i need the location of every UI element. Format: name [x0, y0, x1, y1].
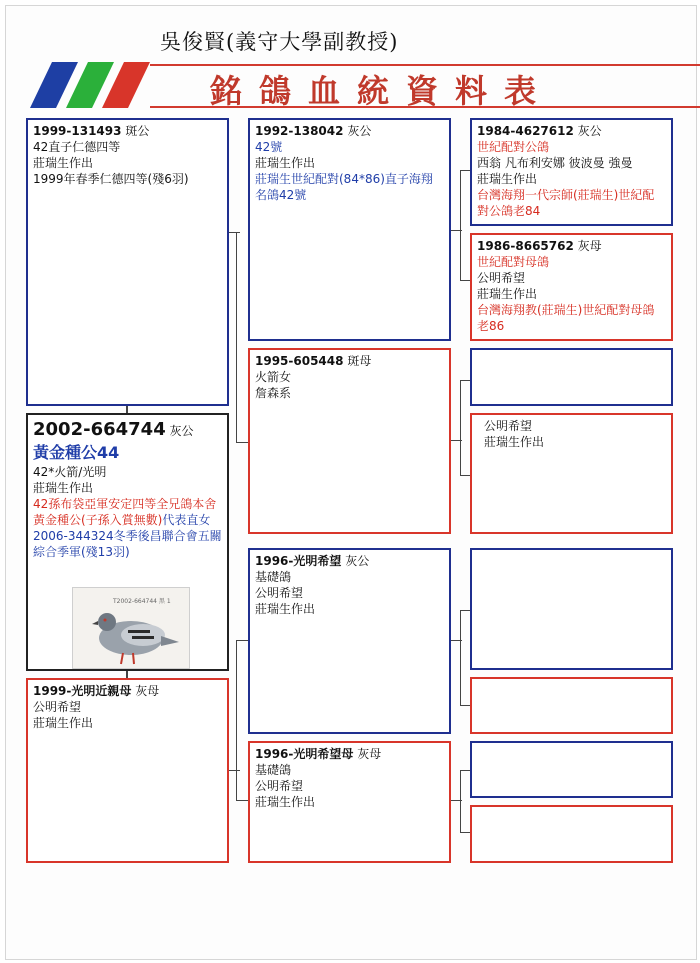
- ds-line-3: 莊瑞生作出: [255, 602, 316, 616]
- ddd-box: [470, 805, 673, 863]
- ds-line-2: 公明希望: [255, 586, 304, 600]
- sss-box: [470, 118, 673, 226]
- sire-sex: 斑公: [125, 124, 150, 138]
- connector: [460, 380, 461, 475]
- dd-sex: 灰母: [357, 747, 382, 761]
- dam-ring: 1999-光明近親母: [33, 684, 132, 698]
- ds-line-1: 基礎鴿: [255, 570, 292, 584]
- subject-line-1: 42*火箭/光明: [33, 465, 107, 479]
- pigeon-photo: [72, 587, 190, 669]
- connector: [236, 640, 237, 800]
- connector: [236, 800, 248, 801]
- sire-dam-box: [248, 348, 451, 534]
- sd-ring: 1995-605448: [255, 354, 344, 368]
- dam-dam-box: [248, 741, 451, 863]
- subject-red-text: 42孫布袋亞軍安定四等全兄鴿本舍黃金種公(子孫入賞無數): [33, 497, 217, 527]
- sss-line-2: 莊瑞生作出: [477, 172, 538, 186]
- connector: [236, 232, 237, 442]
- sire-line-1: 42直子仁德四等: [33, 140, 121, 154]
- dam-sire-box: [248, 548, 451, 734]
- connector: [126, 670, 128, 678]
- ssd-line-2: 莊瑞生作出: [477, 287, 538, 301]
- dam-line-1: 公明希望: [33, 700, 82, 714]
- dsd-box: [470, 677, 673, 734]
- ds-ring: 1996-光明希望: [255, 554, 342, 568]
- subject-sex: 灰公: [169, 424, 194, 438]
- dd-line-3: 莊瑞生作出: [255, 795, 316, 809]
- owner-name: 吳俊賢(義守大學副教授): [160, 30, 399, 54]
- connector: [460, 770, 461, 832]
- ssd-red-text: 台灣海翔教(莊瑞生)世紀配對母鴿老86: [477, 303, 655, 333]
- sire-box: [26, 118, 229, 406]
- sdd-line-1: 公明希望: [484, 419, 533, 433]
- sds-box: [470, 348, 673, 406]
- connector: [228, 770, 240, 771]
- ssd-ring: 1986-8665762: [477, 239, 574, 253]
- sss-line-1: 西翁 凡布利安娜 彼波曼 強曼: [477, 156, 633, 170]
- ss-sex: 灰公: [347, 124, 372, 138]
- dam-sex: 灰母: [135, 684, 160, 698]
- connector: [228, 232, 240, 233]
- ssd-sex: 灰母: [577, 239, 602, 253]
- subject-name: 黃金種公44: [33, 443, 120, 462]
- ss-ring: 1992-138042: [255, 124, 344, 138]
- ssd-box: [470, 233, 673, 341]
- connector: [236, 442, 248, 443]
- sire-line-3: 1999年春季仁德四等(殘6羽): [33, 172, 189, 186]
- ssd-line-1: 公明希望: [477, 271, 526, 285]
- dds-box: [470, 741, 673, 798]
- subject-line-2: 莊瑞生作出: [33, 481, 94, 495]
- sss-ring: 1984-4627612: [477, 124, 574, 138]
- dd-line-1: 基礎鴿: [255, 763, 292, 777]
- sire-line-2: 莊瑞生作出: [33, 156, 94, 170]
- connector: [236, 640, 248, 641]
- ss-line-blue: 42號: [255, 140, 283, 154]
- dd-line-2: 公明希望: [255, 779, 304, 793]
- subject-box: [26, 413, 229, 671]
- dd-ring: 1996-光明希望母: [255, 747, 354, 761]
- subject-ring: 2002-664744: [33, 419, 166, 440]
- sire-ring: 1999-131493: [33, 124, 122, 138]
- ds-sex: 灰公: [345, 554, 370, 568]
- sd-line-1: 火箭女: [255, 370, 292, 384]
- sss-line-red: 世紀配對公鴿: [477, 140, 550, 154]
- ss-blue-text: 莊瑞生世紀配對(84*86)直子海翔名鴿42號: [255, 172, 433, 202]
- photo-label: T2002-664744 黑 1: [113, 598, 171, 605]
- dam-box: [26, 678, 229, 863]
- logo-stripes: [30, 62, 160, 108]
- sdd-box: [470, 413, 673, 534]
- sire-sire-box: [248, 118, 451, 341]
- sd-line-2: 詹森系: [255, 386, 292, 400]
- sss-sex: 灰公: [577, 124, 602, 138]
- ssd-line-red: 世紀配對母鴿: [477, 255, 550, 269]
- subject-blue-text: 代表直女2006-344324冬季後昌聯合會五關綜合季軍(殘13羽): [33, 513, 222, 559]
- sdd-line-2: 莊瑞生作出: [484, 435, 545, 449]
- connector: [460, 610, 461, 705]
- dam-line-2: 莊瑞生作出: [33, 716, 94, 730]
- ss-line: 莊瑞生作出: [255, 156, 316, 170]
- sd-sex: 斑母: [347, 354, 372, 368]
- sss-red-text: 台灣海翔一代宗師(莊瑞生)世紀配對公鴿老84: [477, 188, 655, 218]
- dss-box: [470, 548, 673, 670]
- page-title: 銘鴿血統資料表: [210, 72, 554, 110]
- connector: [460, 170, 461, 280]
